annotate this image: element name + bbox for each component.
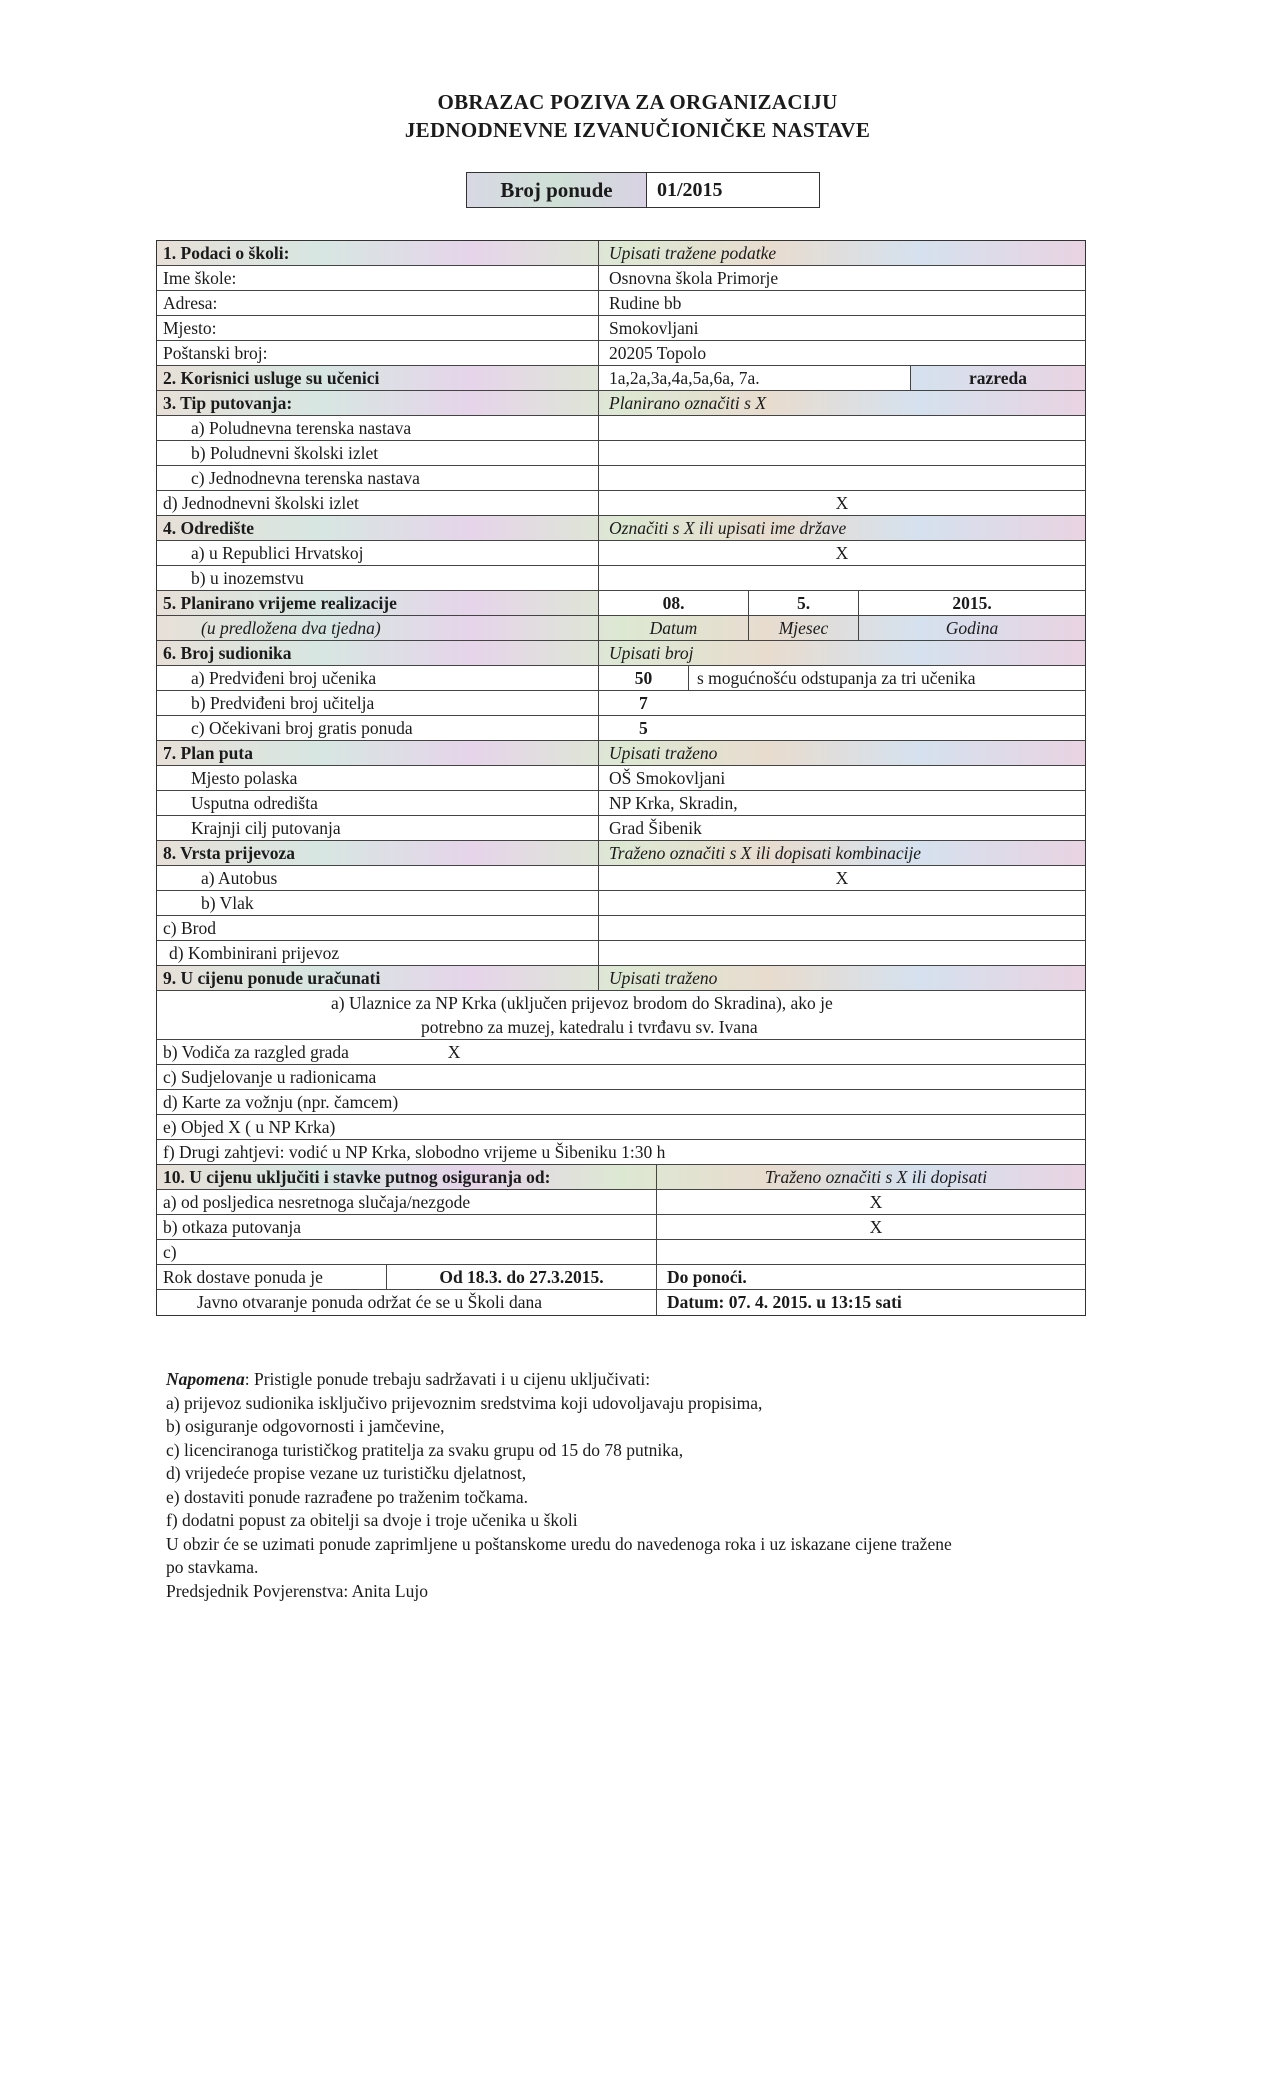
notes-title: Napomena	[166, 1369, 245, 1389]
section-10-header	[157, 1165, 1085, 1190]
table-row	[157, 891, 1085, 916]
row-label: d) Jednodnevni školski izlet	[157, 491, 599, 515]
section-heading: 5. Planirano vrijeme realizacije	[157, 591, 599, 615]
notes-signature: Predsjednik Povjerenstva: Anita Lujo	[166, 1580, 428, 1601]
opening-label: Javno otvaranje ponuda održat će se u Školi dana	[157, 1290, 657, 1315]
row-label: a) Predviđeni broj učenika	[157, 666, 599, 690]
row-label: Krajnji cilj putovanja	[157, 816, 599, 840]
row-label: Ime škole:	[157, 266, 599, 290]
section-hint: Označiti s X ili upisati ime države	[609, 518, 847, 538]
row-label: b) otkaza putovanja	[157, 1215, 657, 1239]
classes-value: 1a,2a,3a,4a,5a,6a, 7a.	[599, 366, 911, 390]
row-value: OŠ Smokovljani	[609, 768, 726, 788]
row-label: a) od posljedica nesretnoga slučaja/nezgode	[157, 1190, 657, 1214]
date-year: 2015.	[859, 591, 1085, 615]
table-row	[157, 491, 1085, 516]
row-value	[657, 1240, 1085, 1264]
section-subheading: (u predložena dva tjedna)	[157, 616, 599, 640]
row-value: X	[869, 1192, 883, 1212]
row-label: c) Sudjelovanje u radionicama	[163, 1067, 377, 1087]
date-day-label: Datum	[599, 616, 749, 640]
offer-number-label: Broj ponude	[467, 173, 647, 207]
row-value: 20205 Topolo	[609, 343, 707, 363]
deadline-label: Rok dostave ponuda je	[157, 1265, 387, 1289]
section-heading: 1. Podaci o školi:	[157, 241, 599, 265]
section-4-header	[157, 516, 1085, 541]
section-2-header	[157, 366, 1085, 391]
opening-row	[157, 1290, 1085, 1315]
deadline-until: Do ponoći.	[667, 1267, 747, 1287]
form-title-line1: OBRAZAC POZIVA ZA ORGANIZACIJU	[437, 90, 838, 114]
table-row	[157, 766, 1085, 791]
section-hint: Upisati traženo	[609, 743, 718, 763]
row-value: Smokovljani	[609, 318, 699, 338]
table-row	[157, 866, 1085, 891]
row-value	[599, 416, 1085, 440]
row-label: b) u inozemstvu	[157, 566, 599, 590]
row-text: potrebno za muzej, katedralu i tvrđavu sv. Ivana	[421, 1017, 758, 1037]
row-value: X	[835, 543, 849, 563]
notes-line: d) vrijedeće propise vezane uz turističku djelatnost,	[166, 1463, 527, 1483]
row-label: c)	[157, 1240, 657, 1264]
section-8-header	[157, 841, 1085, 866]
date-year-label: Godina	[945, 618, 999, 638]
row-value	[599, 466, 1085, 490]
opening-value: Datum: 07. 4. 2015. u 13:15 sati	[667, 1292, 902, 1312]
table-row	[157, 916, 1085, 941]
row-label: Mjesto:	[157, 316, 599, 340]
date-month: 5.	[749, 591, 859, 615]
offer-number-value: 01/2015	[657, 179, 723, 201]
row-label: c) Jednodnevna terenska nastava	[157, 466, 599, 490]
section-hint: Planirano označiti s X	[609, 393, 767, 413]
section-1-header	[157, 241, 1085, 266]
table-row	[157, 416, 1085, 441]
notes-line: e) dostaviti ponude razrađene po traženim točkama.	[166, 1486, 528, 1507]
table-row	[157, 441, 1085, 466]
table-row	[157, 1040, 1085, 1065]
row-label: c) Brod	[157, 916, 599, 940]
row-value	[599, 566, 1085, 590]
row-value: 7	[639, 693, 648, 713]
table-row	[157, 991, 1085, 1040]
table-row	[157, 566, 1085, 591]
table-row	[157, 1190, 1085, 1215]
row-value	[599, 941, 1085, 965]
row-label: d) Kombinirani prijevoz	[157, 941, 599, 965]
row-label: d) Karte za vožnju (npr. čamcem)	[163, 1092, 399, 1112]
row-label: Adresa:	[157, 291, 599, 315]
notes-line: a) prijevoz sudionika isključivo prijevoznim sredstvima koji udovoljavaju propisima,	[166, 1392, 763, 1413]
table-row	[157, 1140, 1085, 1165]
row-label: a) u Republici Hrvatskoj	[157, 541, 599, 565]
row-label: b) Poludnevni školski izlet	[157, 441, 599, 465]
table-row	[157, 1215, 1085, 1240]
notes-section	[166, 1368, 1116, 1603]
row-text: a) Ulaznice za NP Krka (uključen prijevoz brodom do Skradina), ako je	[331, 993, 833, 1013]
table-row	[157, 291, 1085, 316]
section-hint: Traženo označiti s X ili dopisati kombinacije	[609, 843, 922, 863]
section-heading: 9. U cijenu ponude uračunati	[157, 966, 599, 990]
section-7-header	[157, 741, 1085, 766]
table-row	[157, 1240, 1085, 1265]
section-3-header	[157, 391, 1085, 416]
notes-line: U obzir će se uzimati ponude zaprimljene u poštanskome uredu do navedenoga roka i uz iskazane cijene tražene	[166, 1533, 952, 1554]
section-heading: 10. U cijenu uključiti i stavke putnog osiguranja od:	[157, 1165, 657, 1189]
row-label: a) Poludnevna terenska nastava	[157, 416, 599, 440]
table-row	[157, 691, 1085, 716]
section-heading: 3. Tip putovanja:	[157, 391, 599, 415]
row-label: a) Autobus	[157, 866, 599, 890]
notes-intro	[166, 1368, 1116, 1392]
row-value	[599, 441, 1085, 465]
section-heading: 7. Plan puta	[157, 741, 599, 765]
section-hint: Upisati traženo	[609, 968, 718, 988]
row-value: X	[869, 1217, 883, 1237]
section-heading: 8. Vrsta prijevoza	[157, 841, 599, 865]
row-value: Grad Šibenik	[609, 818, 702, 838]
row-value: X	[447, 1042, 461, 1062]
table-row	[157, 941, 1085, 966]
section-5-header	[157, 591, 1085, 616]
row-label: e) Objed X ( u NP Krka)	[163, 1117, 336, 1137]
table-row	[157, 716, 1085, 741]
section-6-header	[157, 641, 1085, 666]
section-9-header	[157, 966, 1085, 991]
row-label: b) Predviđeni broj učitelja	[157, 691, 599, 715]
row-value	[599, 916, 1085, 940]
form-title-line2: JEDNODNEVNE IZVANUČIONIČKE NASTAVE	[404, 118, 871, 142]
row-label: b) Vodiča za razgled grada	[163, 1042, 349, 1062]
table-row	[157, 341, 1085, 366]
deadline-row	[157, 1265, 1085, 1290]
section-heading: 6. Broj sudionika	[157, 641, 599, 665]
section-5-subheader	[157, 616, 1085, 641]
table-row	[157, 1065, 1085, 1090]
row-value: X	[835, 868, 849, 888]
table-row	[157, 791, 1085, 816]
notes-line: c) licenciranoga turističkog pratitelja za svaku grupu od 15 do 78 putnika,	[166, 1439, 684, 1460]
date-day: 08.	[599, 591, 749, 615]
notes-intro-text: : Pristigle ponude trebaju sadržavati i u cijenu uključivati:	[244, 1369, 651, 1389]
row-value: Osnovna škola Primorje	[609, 268, 779, 288]
table-row	[157, 541, 1085, 566]
row-label: Usputna odredišta	[157, 791, 599, 815]
section-hint: Traženo označiti s X ili dopisati	[764, 1167, 988, 1187]
students-value: 50	[599, 666, 689, 690]
row-label: Mjesto polaska	[157, 766, 599, 790]
request-form-table	[156, 240, 1086, 1316]
row-label: b) Vlak	[157, 891, 599, 915]
section-hint: Upisati tražene podatke	[609, 243, 777, 263]
table-row	[157, 1090, 1085, 1115]
row-value: X	[835, 493, 849, 513]
offer-number-box	[466, 172, 820, 208]
notes-line: f) dodatni popust za obitelji sa dvoje i troje učenika u školi	[166, 1510, 578, 1530]
table-row	[157, 266, 1085, 291]
table-row	[157, 1115, 1085, 1140]
row-label: c) Očekivani broj gratis ponuda	[157, 716, 599, 740]
students-note: s mogućnošću odstupanja za tri učenika	[697, 668, 976, 688]
row-value	[599, 891, 1085, 915]
row-label: f) Drugi zahtjevi: vodić u NP Krka, slobodno vrijeme u Šibeniku 1:30 h	[163, 1142, 666, 1162]
row-value: 5	[639, 718, 648, 738]
section-heading: 4. Odredište	[157, 516, 599, 540]
row-value: NP Krka, Skradin,	[609, 793, 738, 813]
notes-line: b) osiguranje odgovornosti i jamčevine,	[166, 1416, 445, 1436]
section-heading: 2. Korisnici usluge su učenici	[157, 366, 599, 390]
table-row	[157, 316, 1085, 341]
date-month-label: Mjesec	[749, 616, 859, 640]
row-value: Rudine bb	[609, 293, 682, 313]
row-label: Poštanski broj:	[157, 341, 599, 365]
deadline-dates: Od 18.3. do 27.3.2015.	[387, 1265, 657, 1289]
table-row	[157, 816, 1085, 841]
table-row	[157, 666, 1085, 691]
classes-unit: razreda	[969, 368, 1027, 388]
table-row	[157, 466, 1085, 491]
section-hint: Upisati broj	[609, 643, 694, 663]
notes-line: po stavkama.	[166, 1557, 259, 1577]
